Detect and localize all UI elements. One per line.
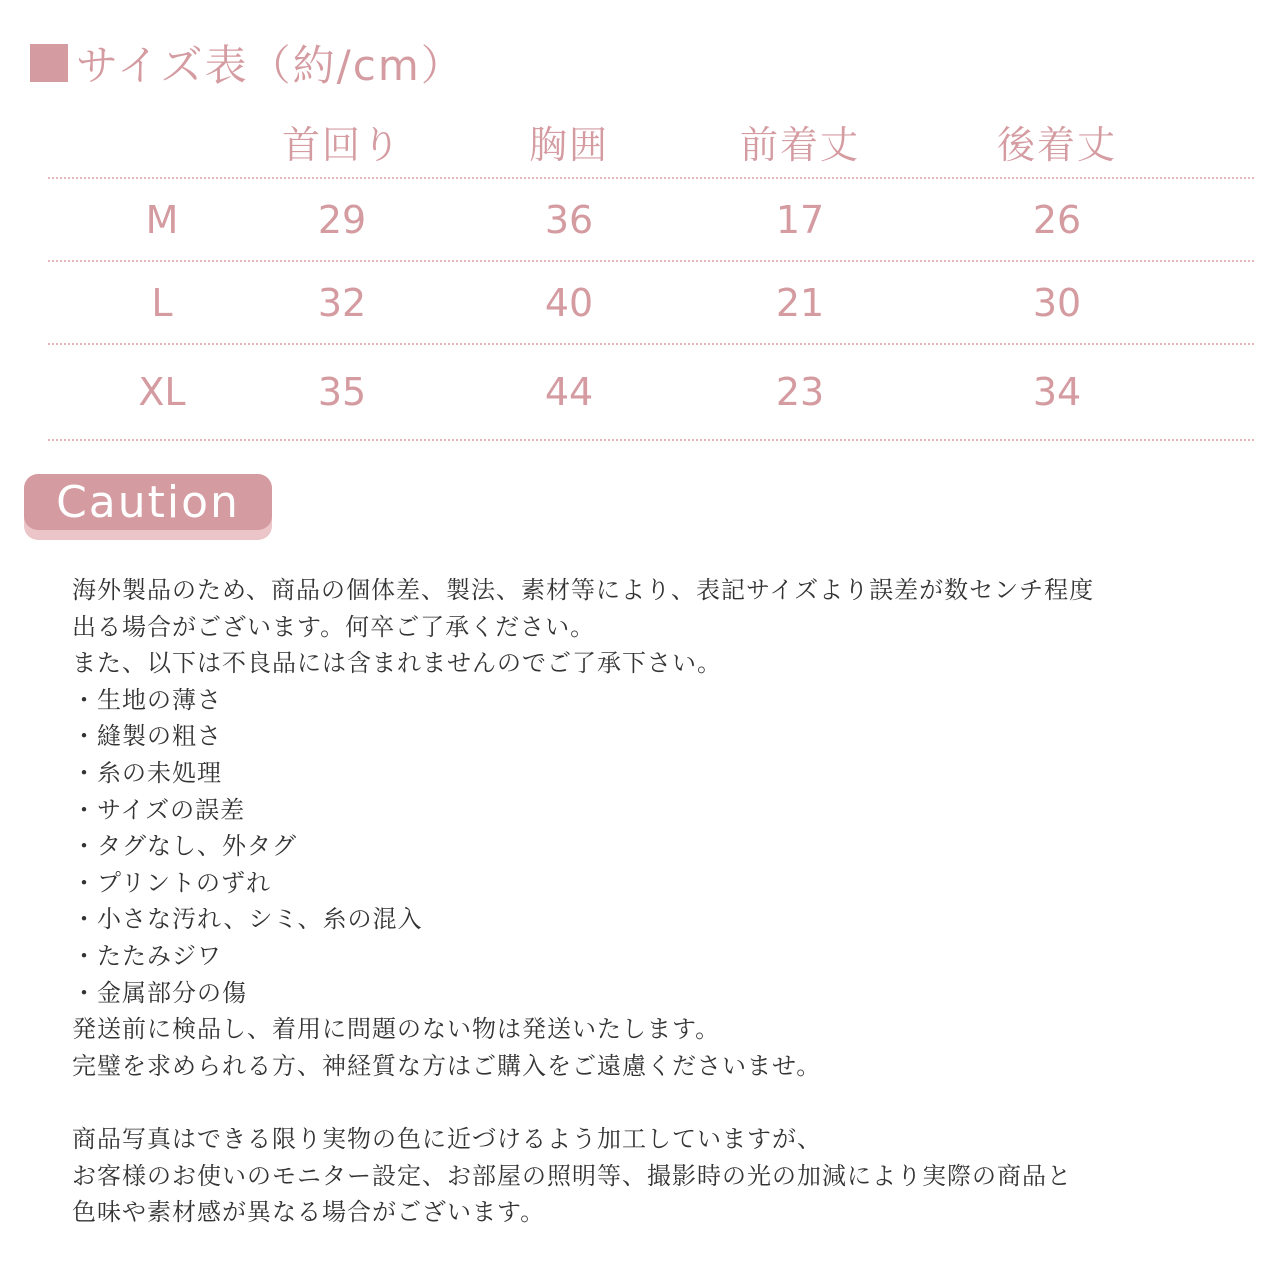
note-line: 商品写真はできる限り実物の色に近づけるよう加工していますが、 xyxy=(72,1124,822,1153)
chest-value: 40 xyxy=(544,280,594,325)
note-line: 色味や素材感が異なる場合がございます。 xyxy=(72,1198,546,1227)
chest-value: 44 xyxy=(544,370,594,414)
table-row xyxy=(48,345,1254,439)
note-line: お客様のお使いのモニター設定、お部屋の照明等、撮影時の光の加減により実際の商品と xyxy=(72,1161,1072,1190)
front-length-value: 17 xyxy=(775,197,825,242)
note-list-item: ・生地の薄さ xyxy=(72,685,222,714)
note-line: 出る場合がございます。何卒ご了承ください。 xyxy=(72,612,596,641)
neck-value: 29 xyxy=(317,197,367,242)
page-title-text: サイズ表（約/cm） xyxy=(76,41,465,90)
header-front-length: 前着丈 xyxy=(739,122,861,167)
table-row xyxy=(48,262,1254,343)
note-list-item: ・縫製の粗さ xyxy=(72,722,222,751)
title-square-icon xyxy=(30,44,68,82)
caution-label: Caution xyxy=(56,476,240,528)
chest-value: 36 xyxy=(544,197,594,242)
note-line: 完璧を求められる方、神経質な方はご購入をご遠慮くださいませ。 xyxy=(72,1051,822,1080)
header-neck: 首回り xyxy=(281,122,403,167)
note-list-item: ・金属部分の傷 xyxy=(72,978,247,1007)
page-title xyxy=(30,30,465,96)
back-length-value: 30 xyxy=(1032,280,1082,325)
header-back-length: 後着丈 xyxy=(996,122,1118,167)
back-length-value: 34 xyxy=(1032,370,1082,414)
size-label: L xyxy=(151,280,173,325)
neck-value: 35 xyxy=(317,370,367,414)
note-list-item: ・タグなし、外タグ xyxy=(72,832,297,861)
size-table xyxy=(48,105,1254,441)
front-length-value: 21 xyxy=(775,280,825,325)
header-chest: 胸囲 xyxy=(528,122,610,167)
note-line: 海外製品のため、商品の個体差、製法、素材等により、表記サイズより誤差が数センチ程度 xyxy=(72,576,1095,604)
note-list-item: ・たたみジワ xyxy=(72,941,222,970)
size-label: M xyxy=(145,197,179,242)
table-header-row xyxy=(48,105,1254,177)
size-label: XL xyxy=(138,370,186,414)
front-length-value: 23 xyxy=(775,370,825,414)
note-line: また、以下は不良品には含まれませんのでご了承下さい。 xyxy=(72,649,722,678)
note-line: 発送前に検品し、着用に問題のない物は発送いたします。 xyxy=(72,1015,721,1044)
caution-notes xyxy=(72,572,1252,1231)
back-length-value: 26 xyxy=(1032,197,1082,242)
table-divider xyxy=(48,439,1254,441)
note-list-item: ・サイズの誤差 xyxy=(72,795,246,824)
note-list-item: ・小さな汚れ、シミ、糸の混入 xyxy=(72,905,423,934)
neck-value: 32 xyxy=(317,280,367,325)
note-list-item: ・糸の未処理 xyxy=(72,758,222,787)
caution-badge xyxy=(24,474,272,530)
paragraph-spacer xyxy=(72,1084,1252,1121)
note-list-item: ・プリントのずれ xyxy=(72,868,272,897)
table-row xyxy=(48,179,1254,260)
